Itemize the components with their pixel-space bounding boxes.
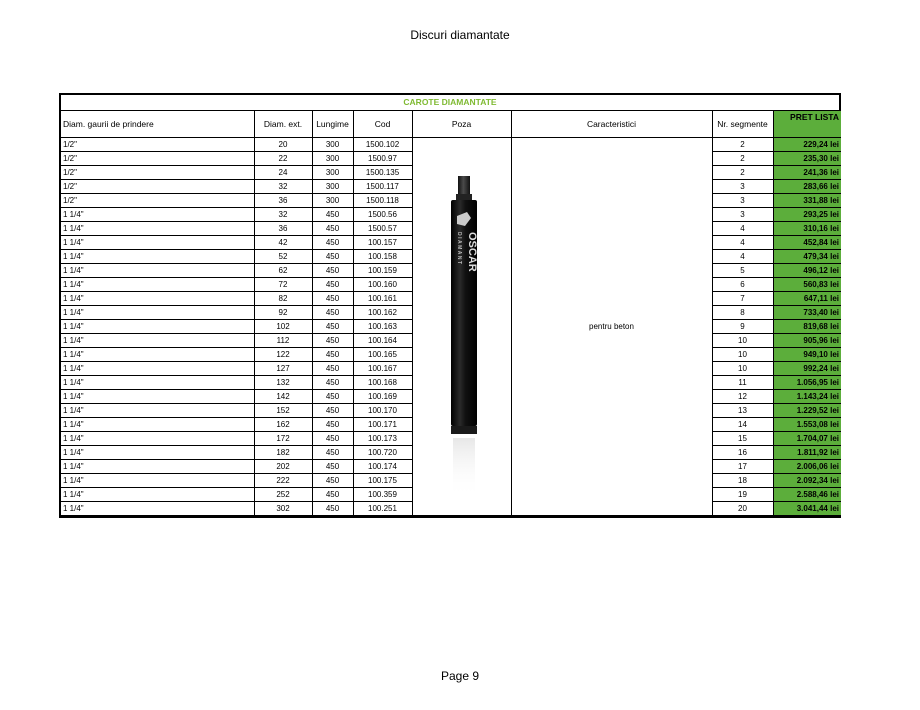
cell-pret-lista: 2.006,06 lei	[773, 460, 841, 474]
page-footer: Page 9	[440, 669, 480, 683]
cell-nr-segmente: 7	[712, 292, 773, 306]
cell-diam-gaurii: 1 1/4"	[61, 362, 254, 376]
cell-nr-segmente: 14	[712, 418, 773, 432]
cell-diam-ext: 252	[254, 488, 312, 502]
cell-cod: 100.173	[353, 432, 412, 446]
cell-lungime: 300	[312, 194, 353, 208]
cell-nr-segmente: 12	[712, 390, 773, 404]
drill-shank	[458, 176, 470, 196]
cell-pret-lista: 293,25 lei	[773, 208, 841, 222]
col-lungime: Lungime	[312, 111, 353, 138]
cell-diam-gaurii: 1 1/4"	[61, 460, 254, 474]
cell-lungime: 450	[312, 404, 353, 418]
cell-lungime: 450	[312, 432, 353, 446]
cell-lungime: 450	[312, 264, 353, 278]
cell-nr-segmente: 3	[712, 194, 773, 208]
cell-cod: 1500.56	[353, 208, 412, 222]
cell-diam-ext: 20	[254, 138, 312, 152]
cell-diam-gaurii: 1 1/4"	[61, 404, 254, 418]
col-diam-ext: Diam. ext.	[254, 111, 312, 138]
cell-lungime: 450	[312, 250, 353, 264]
cell-cod: 1500.97	[353, 152, 412, 166]
cell-diam-gaurii: 1 1/4"	[61, 390, 254, 404]
cell-lungime: 450	[312, 348, 353, 362]
cell-cod: 100.158	[353, 250, 412, 264]
cell-cod: 100.164	[353, 334, 412, 348]
brand-text: OSCAR	[465, 232, 478, 272]
cell-pret-lista: 1.229,52 lei	[773, 404, 841, 418]
cell-nr-segmente: 3	[712, 208, 773, 222]
cell-pret-lista: 310,16 lei	[773, 222, 841, 236]
cell-cod: 100.165	[353, 348, 412, 362]
cell-pret-lista: 905,96 lei	[773, 334, 841, 348]
cell-pret-lista: 1.553,08 lei	[773, 418, 841, 432]
cell-lungime: 450	[312, 306, 353, 320]
drill-collar	[456, 194, 472, 200]
col-poza: Poza	[412, 111, 511, 138]
cell-cod: 100.159	[353, 264, 412, 278]
price-table	[59, 93, 841, 518]
cell-lungime: 450	[312, 474, 353, 488]
cell-pret-lista: 733,40 lei	[773, 306, 841, 320]
cell-diam-gaurii: 1 1/4"	[61, 432, 254, 446]
cell-nr-segmente: 4	[712, 236, 773, 250]
cell-lungime: 450	[312, 334, 353, 348]
cell-nr-segmente: 4	[712, 250, 773, 264]
cell-cod: 1500.117	[353, 180, 412, 194]
cell-diam-ext: 32	[254, 180, 312, 194]
cell-cod: 1500.102	[353, 138, 412, 152]
cell-diam-gaurii: 1 1/4"	[61, 502, 254, 516]
cell-cod: 1500.118	[353, 194, 412, 208]
cell-pret-lista: 229,24 lei	[773, 138, 841, 152]
cell-cod: 100.251	[353, 502, 412, 516]
cell-nr-segmente: 6	[712, 278, 773, 292]
cell-pret-lista: 1.056,95 lei	[773, 376, 841, 390]
cell-diam-ext: 132	[254, 376, 312, 390]
table-body	[61, 138, 841, 516]
cell-diam-gaurii: 1/2"	[61, 152, 254, 166]
cell-diam-gaurii: 1 1/4"	[61, 292, 254, 306]
cell-pret-lista: 3.041,44 lei	[773, 502, 841, 516]
cell-nr-segmente: 2	[712, 152, 773, 166]
cell-lungime: 450	[312, 222, 353, 236]
cell-diam-gaurii: 1/2"	[61, 138, 254, 152]
cell-diam-ext: 127	[254, 362, 312, 376]
cell-pret-lista: 2.588,46 lei	[773, 488, 841, 502]
cell-nr-segmente: 16	[712, 446, 773, 460]
cell-diam-gaurii: 1 1/4"	[61, 278, 254, 292]
cell-diam-gaurii: 1/2"	[61, 180, 254, 194]
cell-nr-segmente: 15	[712, 432, 773, 446]
cell-lungime: 450	[312, 208, 353, 222]
cell-diam-gaurii: 1 1/4"	[61, 264, 254, 278]
brand-subtext: DIAMANT	[455, 232, 462, 266]
cell-diam-gaurii: 1 1/4"	[61, 348, 254, 362]
cell-cod: 100.157	[353, 236, 412, 250]
drill-segment-band	[451, 426, 477, 434]
cell-nr-segmente: 17	[712, 460, 773, 474]
cell-diam-ext: 112	[254, 334, 312, 348]
cell-cod: 100.171	[353, 418, 412, 432]
cell-pret-lista: 331,88 lei	[773, 194, 841, 208]
cell-nr-segmente: 19	[712, 488, 773, 502]
cell-lungime: 450	[312, 236, 353, 250]
cell-diam-gaurii: 1 1/4"	[61, 320, 254, 334]
cell-cod: 100.167	[353, 362, 412, 376]
cell-pret-lista: 496,12 lei	[773, 264, 841, 278]
cell-diam-gaurii: 1 1/4"	[61, 446, 254, 460]
cell-diam-gaurii: 1 1/4"	[61, 418, 254, 432]
cell-cod: 100.168	[353, 376, 412, 390]
cell-cod: 100.359	[353, 488, 412, 502]
cell-diam-ext: 52	[254, 250, 312, 264]
col-diam-gaurii: Diam. gaurii de prindere	[61, 111, 254, 138]
cell-diam-gaurii: 1 1/4"	[61, 222, 254, 236]
cell-diam-ext: 62	[254, 264, 312, 278]
cell-diam-gaurii: 1 1/4"	[61, 306, 254, 320]
cell-pret-lista: 560,83 lei	[773, 278, 841, 292]
cell-pret-lista: 241,36 lei	[773, 166, 841, 180]
cell-pret-lista: 949,10 lei	[773, 348, 841, 362]
cell-cod: 100.162	[353, 306, 412, 320]
cell-pret-lista: 452,84 lei	[773, 236, 841, 250]
cell-pret-lista: 992,24 lei	[773, 362, 841, 376]
cell-pret-lista: 235,30 lei	[773, 152, 841, 166]
cell-nr-segmente: 4	[712, 222, 773, 236]
cell-nr-segmente: 11	[712, 376, 773, 390]
col-nr-segmente: Nr. segmente	[712, 111, 773, 138]
cell-diam-gaurii: 1/2"	[61, 194, 254, 208]
cell-nr-segmente: 10	[712, 348, 773, 362]
cell-nr-segmente: 10	[712, 362, 773, 376]
cell-nr-segmente: 5	[712, 264, 773, 278]
section-title: CAROTE DIAMANTATE	[61, 95, 839, 111]
cell-diam-ext: 92	[254, 306, 312, 320]
cell-diam-ext: 302	[254, 502, 312, 516]
cell-diam-gaurii: 1 1/4"	[61, 376, 254, 390]
drill-reflection	[453, 438, 475, 498]
col-caracteristici: Caracteristici	[511, 111, 712, 138]
cell-diam-gaurii: 1/2"	[61, 166, 254, 180]
cell-diam-ext: 36	[254, 194, 312, 208]
cell-lungime: 450	[312, 278, 353, 292]
cell-lungime: 300	[312, 152, 353, 166]
cell-pret-lista: 1.704,07 lei	[773, 432, 841, 446]
table-row	[61, 138, 841, 152]
cell-diam-ext: 172	[254, 432, 312, 446]
cell-lungime: 450	[312, 502, 353, 516]
cell-nr-segmente: 9	[712, 320, 773, 334]
cell-lungime: 450	[312, 446, 353, 460]
cell-diam-ext: 162	[254, 418, 312, 432]
cell-lungime: 450	[312, 418, 353, 432]
cell-cod: 100.160	[353, 278, 412, 292]
product-table	[61, 111, 841, 516]
cell-diam-ext: 102	[254, 320, 312, 334]
cell-lungime: 450	[312, 390, 353, 404]
page-title: Discuri diamantate	[410, 28, 510, 42]
cell-lungime: 300	[312, 138, 353, 152]
cell-diam-gaurii: 1 1/4"	[61, 250, 254, 264]
core-drill-image	[431, 176, 495, 506]
cell-cod: 100.170	[353, 404, 412, 418]
col-cod: Cod	[353, 111, 412, 138]
cell-nr-segmente: 8	[712, 306, 773, 320]
cell-diam-gaurii: 1 1/4"	[61, 236, 254, 250]
cell-pret-lista: 479,34 lei	[773, 250, 841, 264]
cell-poza	[412, 138, 511, 516]
cell-pret-lista: 283,66 lei	[773, 180, 841, 194]
cell-lungime: 300	[312, 166, 353, 180]
cell-cod: 1500.135	[353, 166, 412, 180]
cell-lungime: 450	[312, 362, 353, 376]
cell-diam-ext: 82	[254, 292, 312, 306]
cell-pret-lista: 647,11 lei	[773, 292, 841, 306]
cell-lungime: 300	[312, 180, 353, 194]
cell-cod: 100.720	[353, 446, 412, 460]
cell-diam-ext: 24	[254, 166, 312, 180]
cell-cod: 100.174	[353, 460, 412, 474]
cell-nr-segmente: 2	[712, 166, 773, 180]
cell-pret-lista: 2.092,34 lei	[773, 474, 841, 488]
cell-diam-ext: 42	[254, 236, 312, 250]
cell-diam-ext: 22	[254, 152, 312, 166]
cell-nr-segmente: 13	[712, 404, 773, 418]
cell-cod: 100.161	[353, 292, 412, 306]
cell-diam-ext: 202	[254, 460, 312, 474]
cell-lungime: 450	[312, 292, 353, 306]
cell-lungime: 450	[312, 460, 353, 474]
cell-diam-gaurii: 1 1/4"	[61, 334, 254, 348]
cell-lungime: 450	[312, 320, 353, 334]
cell-cod: 100.169	[353, 390, 412, 404]
cell-cod: 1500.57	[353, 222, 412, 236]
cell-nr-segmente: 10	[712, 334, 773, 348]
cell-cod: 100.163	[353, 320, 412, 334]
cell-nr-segmente: 2	[712, 138, 773, 152]
cell-diam-ext: 122	[254, 348, 312, 362]
cell-nr-segmente: 18	[712, 474, 773, 488]
cell-diam-gaurii: 1 1/4"	[61, 208, 254, 222]
cell-lungime: 450	[312, 376, 353, 390]
cell-diam-gaurii: 1 1/4"	[61, 488, 254, 502]
cell-diam-ext: 142	[254, 390, 312, 404]
cell-diam-ext: 32	[254, 208, 312, 222]
cell-lungime: 450	[312, 488, 353, 502]
cell-diam-ext: 72	[254, 278, 312, 292]
col-pret-lista: PRET LISTA	[773, 111, 841, 138]
cell-cod: 100.175	[353, 474, 412, 488]
cell-pret-lista: 819,68 lei	[773, 320, 841, 334]
cell-diam-ext: 222	[254, 474, 312, 488]
cell-nr-segmente: 3	[712, 180, 773, 194]
cell-diam-ext: 182	[254, 446, 312, 460]
cell-pret-lista: 1.811,92 lei	[773, 446, 841, 460]
cell-diam-ext: 152	[254, 404, 312, 418]
header-row	[61, 111, 841, 138]
cell-diam-gaurii: 1 1/4"	[61, 474, 254, 488]
cell-pret-lista: 1.143,24 lei	[773, 390, 841, 404]
cell-nr-segmente: 20	[712, 502, 773, 516]
cell-caracteristici: pentru beton	[511, 138, 712, 516]
cell-diam-ext: 36	[254, 222, 312, 236]
